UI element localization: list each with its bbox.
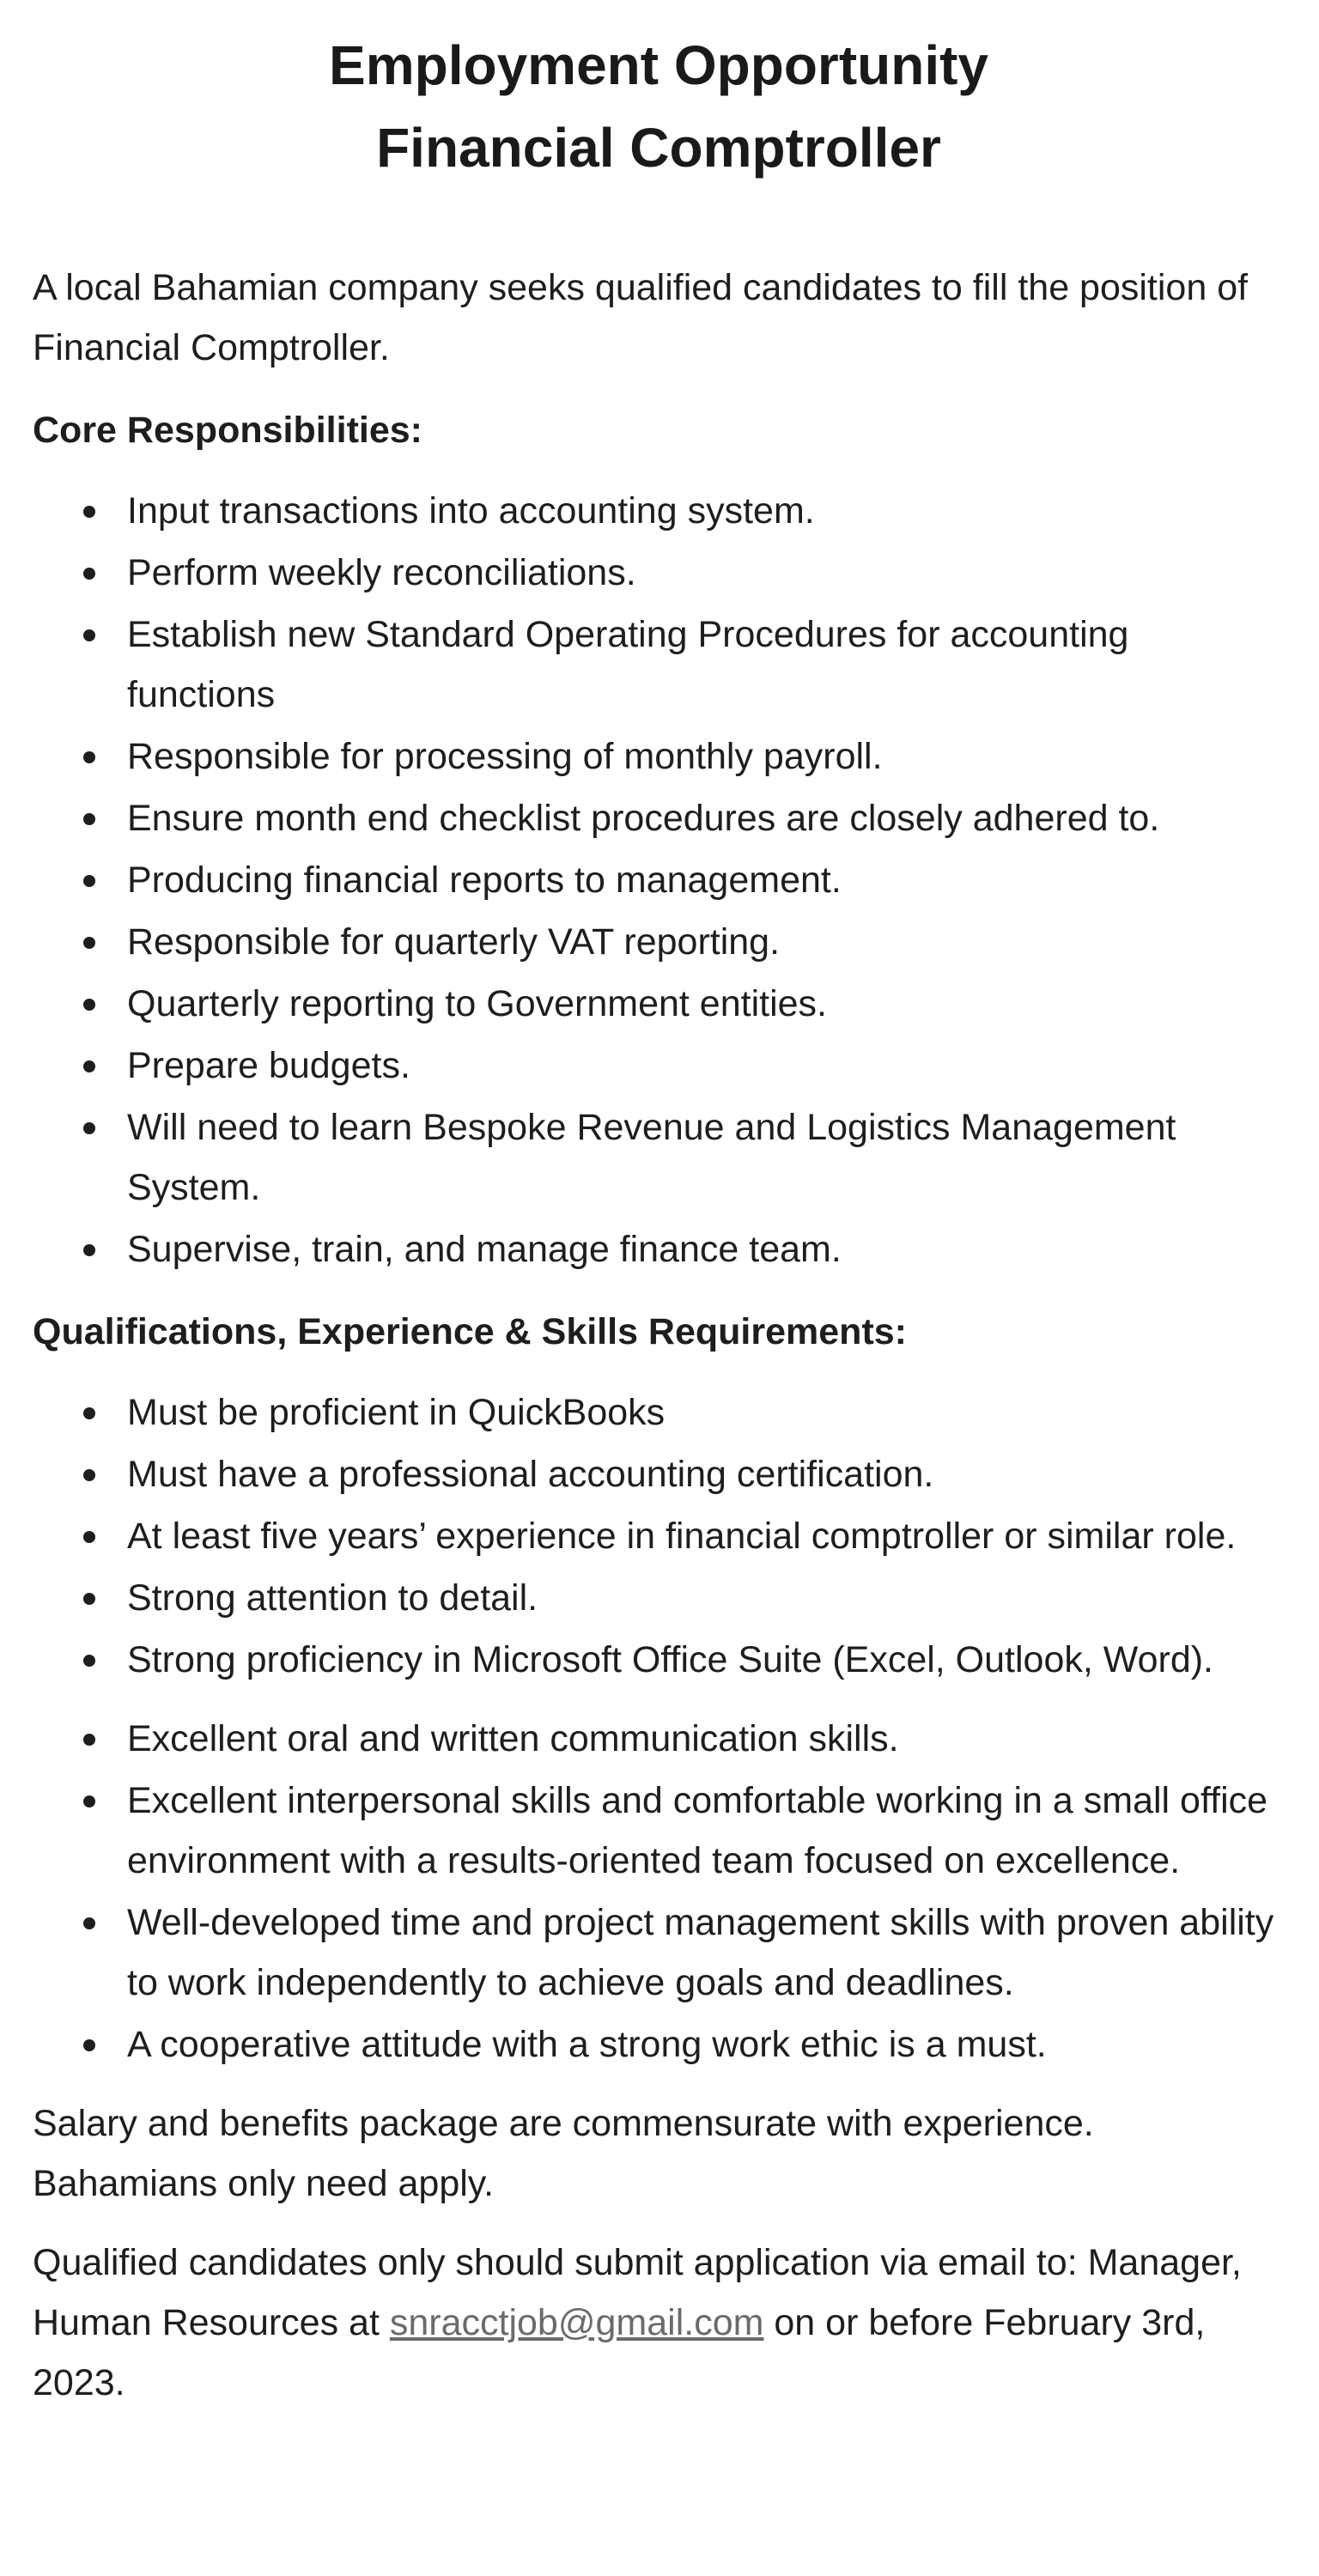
list-item: Input transactions into accounting system. — [33, 481, 1285, 541]
bullet-icon — [83, 1917, 95, 1929]
closing-section — [33, 2093, 1285, 2413]
bullet-icon — [83, 813, 95, 825]
list-item: Strong attention to detail. — [33, 1568, 1285, 1628]
list-item: Excellent interpersonal skills and comfortable working in a small office environment with a results-oriented team focused on excellence. — [33, 1771, 1285, 1891]
page-title — [33, 24, 1285, 189]
core-responsibilities-heading: Core Responsibilities: — [33, 410, 422, 451]
bullet-icon — [83, 506, 95, 518]
list-item: Responsible for processing of monthly payroll. — [33, 726, 1285, 787]
bullet-icon — [83, 937, 95, 949]
bullet-icon — [83, 751, 95, 763]
list-item: Well-developed time and project management skills with proven ability to work independently to achieve goals and deadlines. — [33, 1893, 1285, 2013]
bullet-icon — [83, 1593, 95, 1605]
bullet-icon — [83, 1469, 95, 1481]
bullet-icon — [83, 1531, 95, 1543]
title-line-2: Financial Comptroller — [376, 117, 941, 179]
bullet-icon — [83, 1655, 95, 1667]
email-link[interactable]: snracctjob@gmail.com — [389, 2302, 764, 2343]
title-line-1: Employment Opportunity — [329, 34, 988, 96]
bullet-icon — [83, 629, 95, 641]
list-item: Excellent oral and written communication skills. — [33, 1709, 1285, 1769]
list-item: At least five years’ experience in financial comptroller or similar role. — [33, 1506, 1285, 1566]
qualifications-list — [33, 1382, 1285, 2075]
bullet-icon — [83, 1407, 95, 1419]
list-item: Supervise, train, and manage finance team. — [33, 1219, 1285, 1279]
bullet-icon — [83, 1795, 95, 1807]
bullet-icon — [83, 2039, 95, 2051]
eligibility-text: Bahamians only need apply. — [33, 2163, 495, 2204]
bullet-icon — [83, 999, 95, 1011]
application-paragraph — [33, 2233, 1285, 2413]
intro-paragraph: A local Bahamian company seeks qualified candidates to fill the position of Financial Comptroller. — [33, 267, 1249, 368]
application-text-after: on or before February 3rd, 2023. — [33, 2302, 1206, 2403]
list-item: Producing financial reports to management. — [33, 850, 1285, 910]
bullet-icon — [83, 875, 95, 887]
bullet-icon — [83, 568, 95, 580]
list-item: A cooperative attitude with a strong work ethic is a must. — [33, 2014, 1285, 2075]
salary-paragraph — [33, 2093, 1285, 2214]
qualifications-heading: Qualifications, Experience & Skills Requirements: — [33, 1311, 907, 1352]
list-item: Strong proficiency in Microsoft Office Suite (Excel, Outlook, Word). — [33, 1630, 1285, 1690]
bullet-icon — [83, 1122, 95, 1134]
list-item: Prepare budgets. — [33, 1036, 1285, 1096]
list-item: Perform weekly reconciliations. — [33, 543, 1285, 603]
salary-text: Salary and benefits package are commensurate with experience. — [33, 2103, 1094, 2144]
application-text-before: Qualified candidates only should submit application via email to: Manager, Human Resources at — [33, 2242, 1242, 2343]
bullet-icon — [83, 1244, 95, 1256]
list-item: Quarterly reporting to Government entities. — [33, 974, 1285, 1034]
list-item: Responsible for quarterly VAT reporting. — [33, 912, 1285, 972]
core-responsibilities-list — [33, 481, 1285, 1279]
bullet-icon — [83, 1060, 95, 1072]
list-item: Must have a professional accounting certification. — [33, 1444, 1285, 1504]
list-item: Will need to learn Bespoke Revenue and Logistics Management System. — [33, 1097, 1285, 1218]
list-item: Establish new Standard Operating Procedures for accounting functions — [33, 605, 1285, 725]
bullet-icon — [83, 1734, 95, 1746]
list-item: Ensure month end checklist procedures are closely adhered to. — [33, 788, 1285, 848]
list-item: Must be proficient in QuickBooks — [33, 1382, 1285, 1443]
